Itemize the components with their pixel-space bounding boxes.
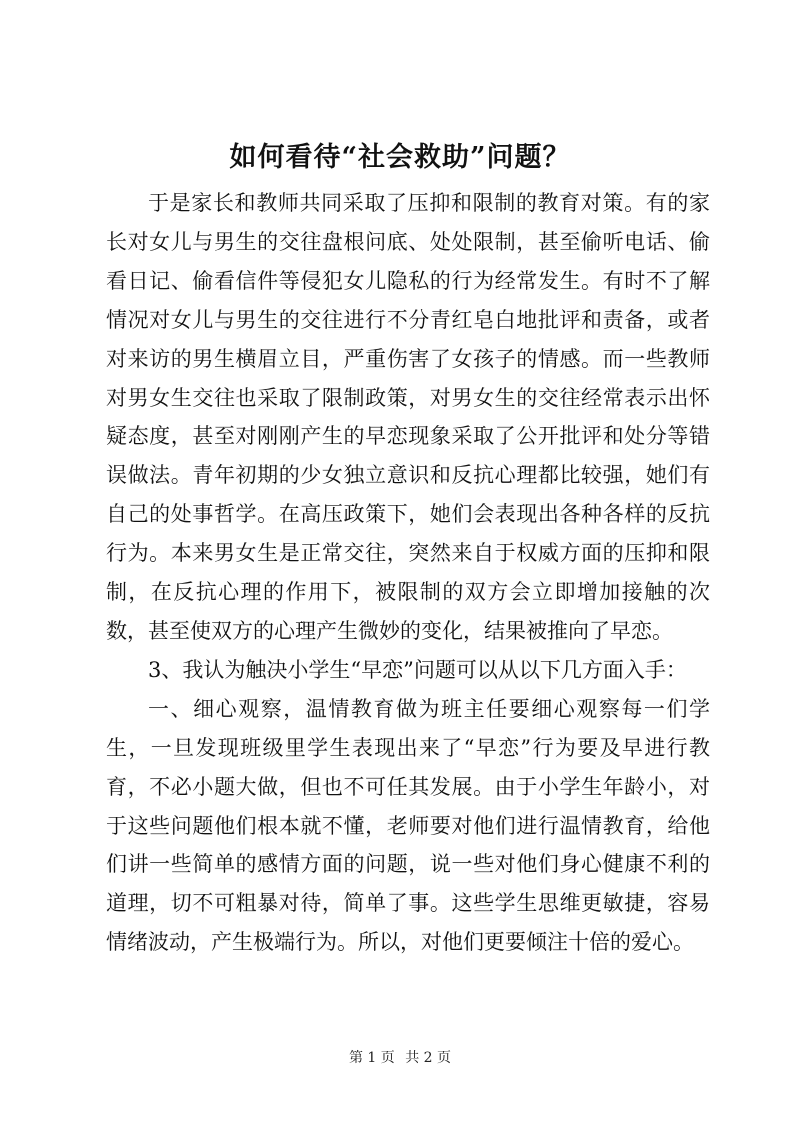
body-paragraph: 3、我认为触决小学生“早恋”问题可以从以下几方面入手： xyxy=(148,657,687,682)
body-paragraph: 一、细心观察，温情教育做为班主任要细心观察每一们学生，一旦发现班级里学生表现出来了“早恋”行为要及早进行教育，不必小题大做，但也不可任其发展。由于小学生年龄小，对于这些问题他们根本就不懂，老师要对他们进行温情教育，给他们讲一些简单的感情方面的问题，说一些对他们身心健康不利的道理，切不可粗暴对待，简单了事。这些学生思维更敏捷，容易情绪波动，产生极端行为。所以，对他们更要倾注十倍的爱心。 xyxy=(106,696,710,955)
page-footer xyxy=(0,1048,800,1068)
document-title: 如何看待“社会救助”问题？ xyxy=(229,142,571,173)
document-body xyxy=(106,184,710,962)
page-total: 共 2 页 xyxy=(405,1050,452,1066)
body-paragraph: 于是家长和教师共同采取了压抑和限制的教育对策。有的家长对女儿与男生的交往盘根问底、处处限制，甚至偷听电话、偷看日记、偷看信件等侵犯女儿隐私的行为经常发生。有时不了解情况对女儿与男生的交往进行不分青红皂白地批评和责备，或者对来访的男生横眉立目，严重伤害了女孩子的情感。而一些教师对男女生交往也采取了限制政策，对男女生的交往经常表示出怀疑态度，甚至对刚刚产生的早恋现象采取了公开批评和处分等错误做法。青年初期的少女独立意识和反抗心理都比较强，她们有自己的处事哲学。在高压政策下，她们会表现出各种各样的反抗行为。本来男女生是正常交往，突然来自于权威方面的压抑和限制，在反抗心理的作用下，被限制的双方会立即增加接触的次数，甚至使双方的心理产生微妙的变化，结果被推向了早恋。 xyxy=(106,191,710,643)
page-number: 第 1 页 xyxy=(348,1050,395,1066)
